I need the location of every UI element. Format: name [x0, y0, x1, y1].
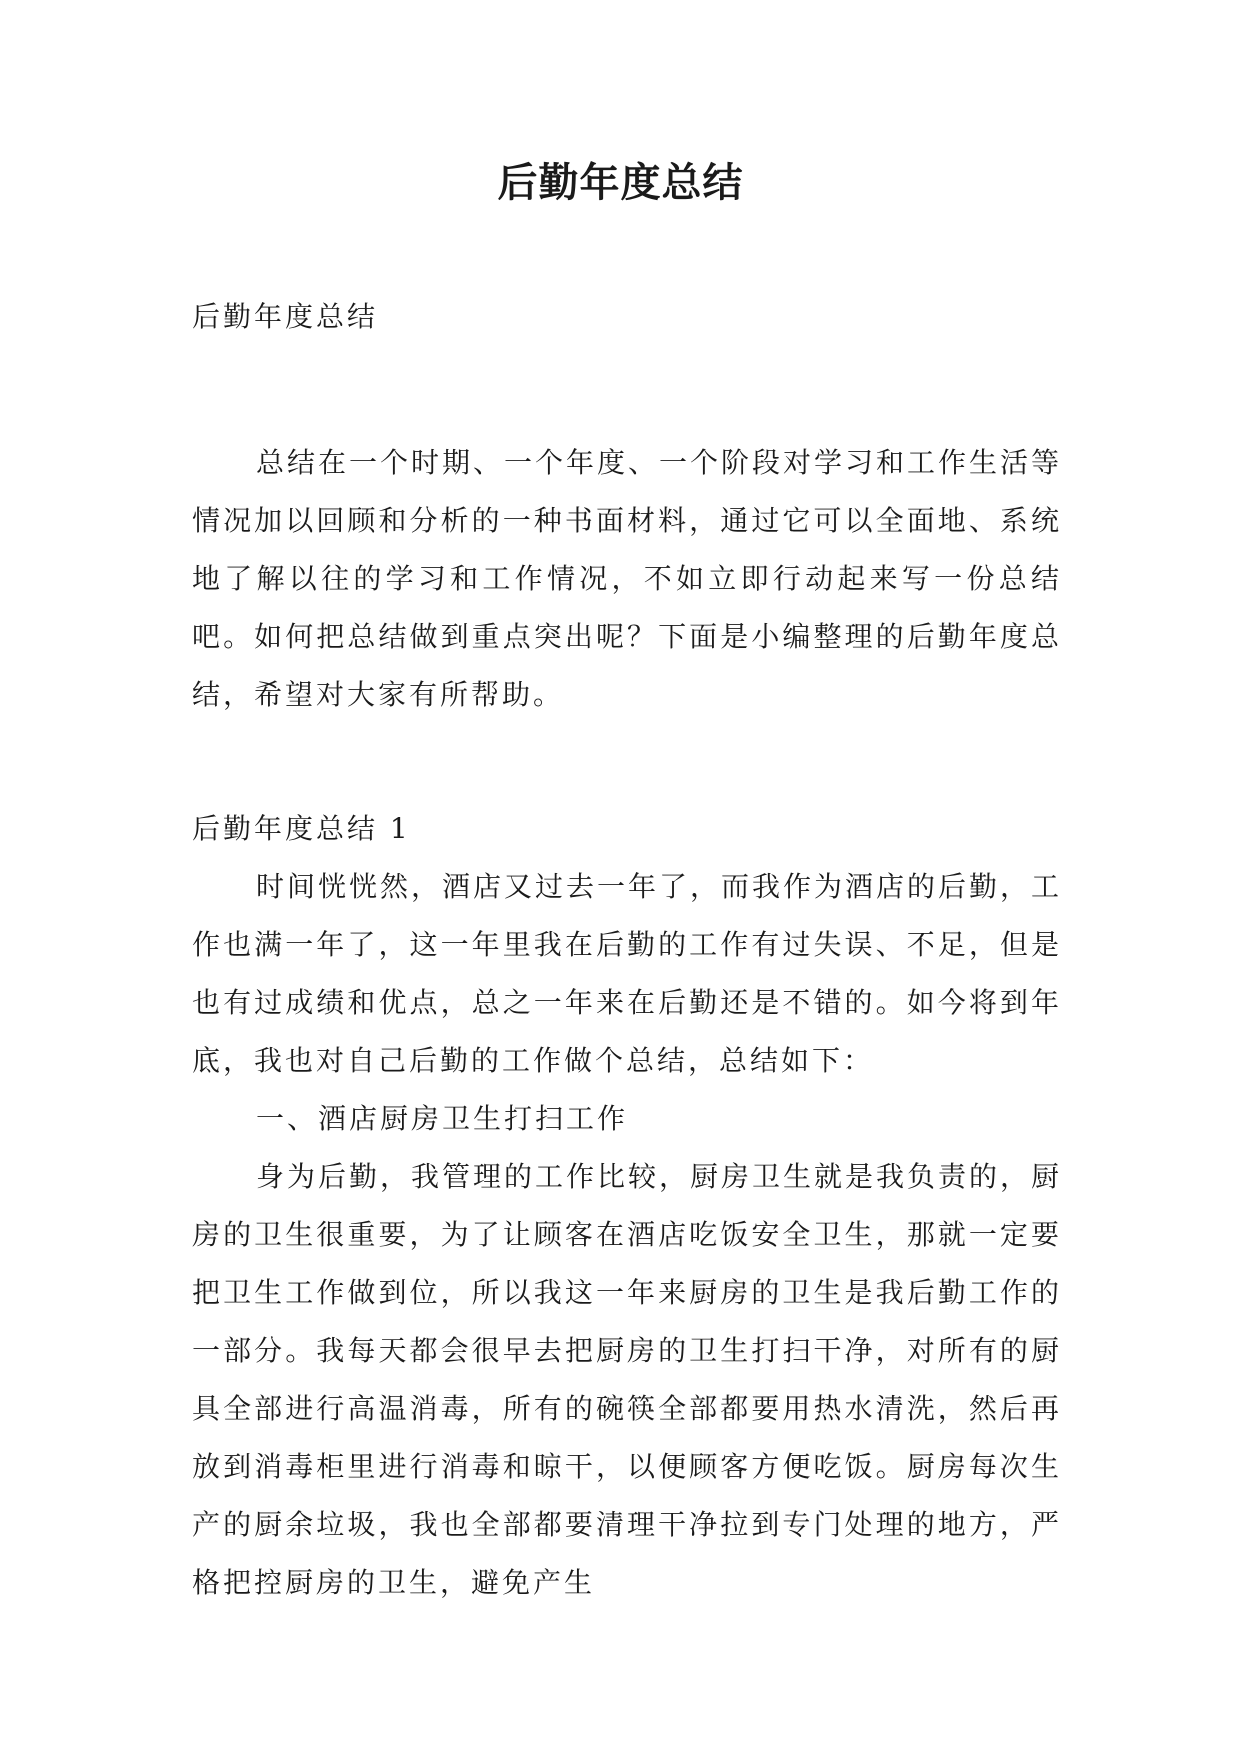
item-heading: 一、酒店厨房卫生打扫工作 — [256, 1102, 629, 1135]
section-heading: 后勤年度总结 1 — [192, 812, 411, 845]
spacer — [192, 346, 1062, 404]
spacer — [192, 404, 1062, 434]
body-paragraph: 时间恍恍然，酒店又过去一年了，而我作为酒店的后勤，工作也满一年了，这一年里我在后勤的工作有过失误、不足，但是也有过成绩和优点，总之一年来在后勤还是不错的。如今将到年底，我也对自己后勤的工作做个总结，总结如下： — [192, 870, 1063, 1077]
document-body — [192, 288, 1062, 1612]
spacer — [192, 724, 1062, 782]
spacer — [192, 782, 1062, 800]
document-subtitle: 后勤年度总结 — [192, 300, 379, 333]
page-title: 后勤年度总结 — [497, 160, 744, 206]
intro-paragraph: 总结在一个时期、一个年度、一个阶段对学习和工作生活等情况加以回顾和分析的一种书面材料，通过它可以全面地、系统地了解以往的学习和工作情况，不如立即行动起来写一份总结吧。如何把总结做到重点突出呢？下面是小编整理的后勤年度总结，希望对大家有所帮助。 — [192, 446, 1063, 711]
body-paragraph: 身为后勤，我管理的工作比较，厨房卫生就是我负责的，厨房的卫生很重要，为了让顾客在酒店吃饭安全卫生，那就一定要把卫生工作做到位，所以我这一年来厨房的卫生是我后勤工作的一部分。我每天都会很早去把厨房的卫生打扫干净，对所有的厨具全部进行高温消毒，所有的碗筷全部都要用热水清洗，然后再放到消毒柜里进行消毒和晾干，以便顾客方便吃饭。厨房每次生产的厨余垃圾，我也全部都要清理干净拉到专门处理的地方，严格把控厨房的卫生，避免产生 — [192, 1160, 1063, 1599]
